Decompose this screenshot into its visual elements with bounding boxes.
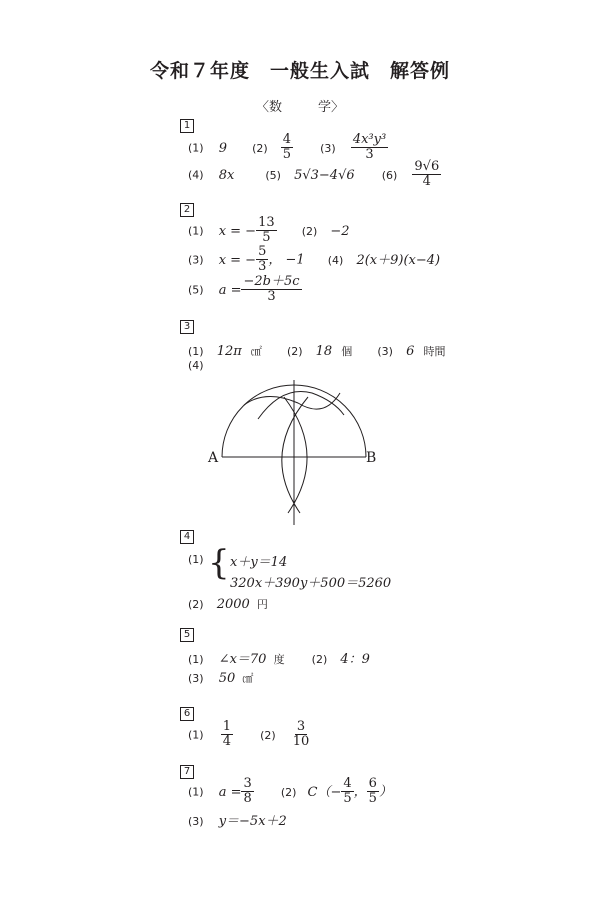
- s2-a5-fraction: [241, 275, 301, 303]
- s1-q4-label: (4): [188, 168, 204, 182]
- s4-q1-label: (1): [188, 553, 204, 566]
- s7-a2-prefix: C（−: [307, 784, 342, 800]
- s4-a2: 2000: [216, 597, 250, 612]
- subject-close-bracket: 〉: [331, 100, 345, 115]
- construction-figure: [200, 375, 400, 525]
- s6-a1-denominator: 4: [222, 733, 231, 749]
- s3-q4-label: (4): [188, 359, 204, 372]
- s1-q5-label: (5): [265, 168, 281, 182]
- s2-q5-label: (5): [188, 283, 204, 297]
- s2-a1-numerator: 13: [258, 215, 275, 230]
- s2-a5-numerator: −2b＋5c: [243, 274, 300, 289]
- s3-a3: 6: [406, 344, 415, 359]
- s7-row-1: [188, 777, 392, 805]
- s6-a1-numerator: 1: [222, 719, 231, 734]
- s2-a1-prefix: x = −: [218, 223, 257, 239]
- s2-a3-numerator: 5: [258, 244, 267, 259]
- s1-a3-fraction: [351, 133, 388, 161]
- s3-a2-unit: 個: [341, 345, 353, 358]
- s5-row-1: [188, 648, 370, 667]
- s1-q2-label: (2): [252, 141, 268, 155]
- s7-a1-fraction: [241, 777, 253, 805]
- s2-row-2: [188, 245, 440, 273]
- s1-a6-denominator: 4: [422, 173, 431, 189]
- s3-a3-unit: 時間: [423, 345, 446, 358]
- s1-a6-numerator: 9√6: [414, 159, 440, 174]
- s1-a5: 5√3−4√6: [294, 167, 355, 183]
- s5-a1: ∠x＝70: [218, 652, 267, 667]
- s2-a3-fraction: [256, 245, 268, 273]
- s1-a2-numerator: 4: [282, 132, 292, 147]
- s2-a4: 2(x＋9)(x−4): [356, 252, 441, 268]
- s2-row-1: [188, 216, 350, 244]
- s5-a2: 4：9: [340, 652, 370, 667]
- s2-q4-label: (4): [327, 253, 344, 267]
- s1-row-1: [188, 133, 388, 161]
- s4-a2-unit: 円: [256, 598, 268, 611]
- s5-a3-unit: ㎠: [242, 672, 254, 685]
- s4-equation-1: x＋y＝14: [230, 555, 288, 570]
- s1-a4: 8x: [218, 167, 235, 183]
- section-4-number: 4: [180, 530, 194, 544]
- s3-a1: 12π: [216, 344, 242, 359]
- s6-a2-fraction: [291, 720, 312, 748]
- section-5-number: 5: [180, 628, 194, 642]
- s7-a2-denominator-2: 5: [368, 790, 377, 806]
- s2-row-3: [188, 275, 302, 303]
- s1-q1-label: (1): [188, 141, 204, 155]
- s2-q3-label: (3): [188, 253, 204, 267]
- s1-a3-denominator: 3: [365, 146, 374, 162]
- s7-a2-comma: ，: [353, 784, 367, 800]
- s1-a3-numerator: 4x³y³: [352, 132, 387, 147]
- subject-char-2: 学: [318, 100, 332, 115]
- s4-equation-2: 320x＋390y＋500＝5260: [230, 576, 392, 591]
- s3-q1-label: (1): [188, 345, 204, 358]
- section-1-number: 1: [180, 119, 194, 133]
- s7-a3: y＝−5x＋2: [218, 814, 287, 829]
- system-brace: {: [208, 543, 230, 583]
- s3-row-1: [188, 340, 445, 359]
- s1-row-2: [188, 160, 441, 188]
- s6-q1-label: (1): [188, 728, 204, 742]
- subject-open-bracket: 〈: [255, 100, 269, 115]
- s1-q6-label: (6): [381, 168, 398, 182]
- s1-a1: 9: [218, 140, 227, 156]
- s4-q2-label: (2): [188, 598, 204, 611]
- s2-a3-suffix: ， −1: [268, 252, 305, 268]
- s6-a2-numerator: 3: [296, 719, 306, 734]
- s7-a1-prefix: a =: [218, 784, 242, 800]
- s6-a1-fraction: [221, 720, 233, 748]
- s5-q2-label: (2): [311, 653, 328, 666]
- s6-row-1: [188, 720, 311, 748]
- subject-heading: [0, 96, 600, 115]
- s2-a1-fraction: [256, 216, 277, 244]
- construction-arc-top-left: [244, 393, 340, 409]
- s5-a1-unit: 度: [273, 653, 285, 666]
- s3-a2: 18: [315, 344, 333, 359]
- point-a-label: A: [208, 450, 219, 466]
- section-3-number: 3: [180, 320, 194, 334]
- s7-a2-suffix: ）: [378, 784, 392, 800]
- s6-a2-denominator: 10: [292, 733, 310, 749]
- s7-a1-denominator: 8: [243, 790, 252, 806]
- s1-q3-label: (3): [320, 141, 336, 155]
- s7-q1-label: (1): [188, 785, 204, 799]
- s2-q2-label: (2): [301, 224, 318, 238]
- s7-row-2: [188, 810, 287, 829]
- s1-a2-fraction: [281, 133, 293, 161]
- s3-q3-label: (3): [377, 345, 393, 358]
- s5-a3: 50: [218, 671, 236, 686]
- s7-a1-numerator: 3: [243, 776, 252, 791]
- s7-q2-label: (2): [280, 785, 297, 799]
- s2-a3-denominator: 3: [258, 258, 267, 274]
- s7-a2-numerator-2: 6: [368, 776, 377, 791]
- s7-a2-denominator-1: 5: [343, 790, 352, 806]
- s7-a2-fraction-1: [341, 777, 353, 805]
- s5-q3-label: (3): [188, 672, 204, 685]
- s3-q2-label: (2): [286, 345, 303, 358]
- s2-a2: −2: [330, 223, 350, 239]
- s7-a2-fraction-2: [367, 777, 379, 805]
- s7-a2-numerator-1: 4: [343, 776, 352, 791]
- subject-char-1: 数: [268, 100, 282, 115]
- s2-a5-denominator: 3: [267, 288, 276, 304]
- s2-q1-label: (1): [188, 224, 204, 238]
- section-7-number: 7: [180, 765, 194, 779]
- s1-a6-fraction: [412, 160, 441, 188]
- s2-a3-prefix: x = −: [218, 252, 257, 268]
- section-6-number: 6: [180, 707, 194, 721]
- s2-a5-prefix: a =: [218, 282, 242, 298]
- s2-a1-denominator: 5: [262, 229, 271, 245]
- s1-a2-denominator: 5: [282, 146, 292, 162]
- s3-a1-unit: ㎠: [250, 345, 262, 358]
- page-title: 令和７年度 一般生入試 解答例: [149, 60, 450, 82]
- point-b-label: B: [366, 450, 377, 466]
- construction-arc-right-lens: [284, 397, 307, 513]
- s5-q1-label: (1): [188, 653, 204, 666]
- section-2-number: 2: [180, 203, 194, 217]
- s6-q2-label: (2): [260, 728, 276, 742]
- s4-row-2: [188, 593, 268, 612]
- s7-q3-label: (3): [188, 815, 204, 828]
- s5-row-2: [188, 667, 253, 686]
